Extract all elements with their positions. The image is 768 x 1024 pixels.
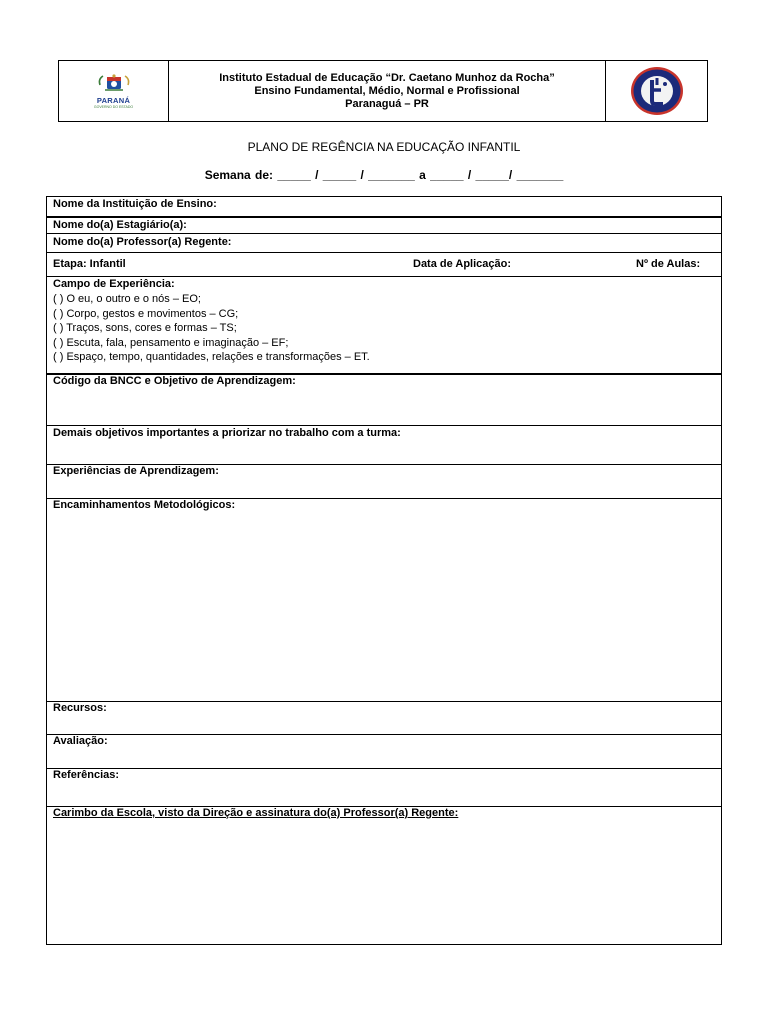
label-professor: Nome do(a) Professor(a) Regente: (53, 236, 232, 248)
institution-info (169, 61, 606, 121)
row-professor[interactable] (47, 234, 721, 253)
parana-wordmark: PARANÁ (96, 96, 131, 105)
row-avaliacao[interactable] (47, 735, 721, 769)
label-recursos: Recursos: (53, 702, 107, 714)
row-encaminhamentos[interactable] (47, 499, 721, 702)
row-instituicao[interactable] (47, 197, 721, 217)
parana-tagline: GOVERNO DO ESTADO (93, 105, 134, 109)
row-experiencias[interactable] (47, 465, 721, 499)
campo-options (53, 292, 370, 365)
page-title: PLANO DE REGÊNCIA NA EDUCAÇÃO INFANTIL (247, 140, 521, 154)
row-estagiario[interactable] (47, 217, 721, 234)
label-data-aplicacao: Data de Aplicação: (413, 258, 512, 270)
row-etapa[interactable] (47, 253, 721, 277)
label-bncc: Código da BNCC e Objetivo de Aprendizagem: (53, 375, 296, 387)
label-campo-experiencia: Campo de Experiência: (53, 278, 175, 290)
label-carimbo: Carimbo da Escola, visto da Direção e assinatura do(a) Professor(a) Regente: (53, 807, 459, 819)
institution-levels: Ensino Fundamental, Médio, Normal e Profissional (254, 84, 520, 97)
row-demais-objetivos[interactable] (47, 426, 721, 465)
parana-logo (59, 61, 169, 121)
plan-form (46, 196, 722, 945)
row-recursos[interactable] (47, 702, 721, 735)
institute-seal-icon (630, 66, 684, 116)
label-referencias: Referências: (53, 769, 120, 781)
label-instituicao: Nome da Instituição de Ensino: (53, 198, 217, 210)
campo-option-ts[interactable]: ( ) Traços, sons, cores e formas – TS; (53, 322, 237, 334)
label-estagiario: Nome do(a) Estagiário(a): (53, 219, 187, 231)
campo-option-et[interactable]: ( ) Espaço, tempo, quantidades, relações e transformações – ET. (53, 351, 370, 363)
semana-field[interactable]: Semana de: _____ / _____ / _______ a _____ / _____/ _______ (204, 168, 564, 182)
campo-option-ef[interactable]: ( ) Escuta, fala, pensamento e imaginação – EF; (53, 336, 289, 349)
parana-coat-of-arms-icon (97, 73, 131, 95)
institution-city: Paranaguá – PR (345, 97, 429, 110)
row-campo-experiencia[interactable] (47, 277, 721, 375)
label-etapa: Etapa: Infantil (53, 258, 126, 270)
label-demais-objetivos: Demais objetivos importantes a priorizar no trabalho com a turma: (53, 427, 401, 439)
institution-name: Instituto Estadual de Educação “Dr. Caetano Munhoz da Rocha” (219, 71, 555, 84)
campo-option-cg[interactable]: ( ) Corpo, gestos e movimentos – CG; (53, 307, 239, 320)
document-header (58, 60, 708, 122)
row-bncc[interactable] (47, 375, 721, 426)
label-avaliacao: Avaliação: (53, 735, 108, 747)
row-carimbo[interactable] (47, 807, 721, 944)
institute-seal (606, 61, 707, 121)
label-experiencias: Experiências de Aprendizagem: (53, 465, 219, 477)
label-encaminhamentos: Encaminhamentos Metodológicos: (53, 499, 236, 511)
row-referencias[interactable] (47, 769, 721, 807)
campo-option-eo[interactable]: ( ) O eu, o outro e o nós – EO; (53, 293, 201, 305)
label-num-aulas: Nº de Aulas: (636, 258, 701, 270)
